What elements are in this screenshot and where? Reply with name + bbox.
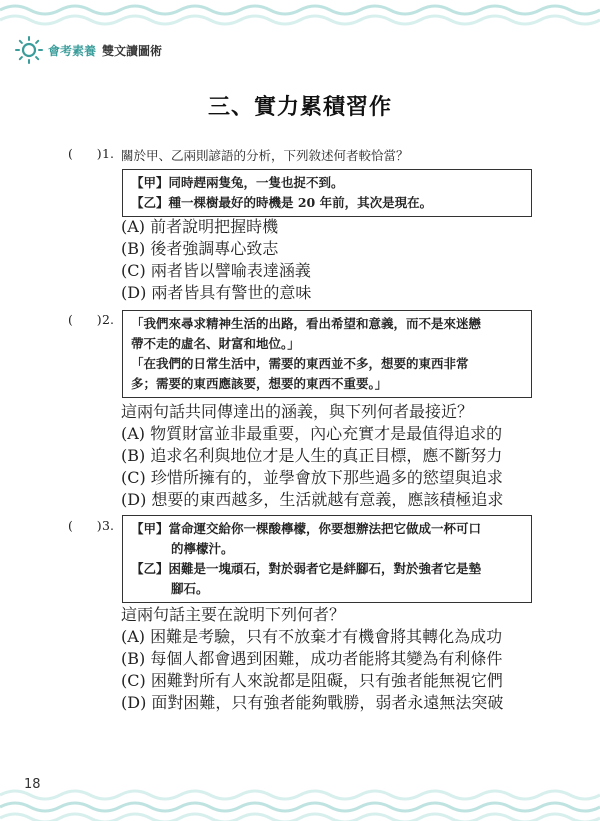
quote-line: 【乙】種一棵樹最好的時機是 20 年前，其次是現在。 [131, 195, 433, 210]
option-c: (C) 珍惜所擁有的，並學會放下那些過多的慾望與追求 [121, 468, 503, 487]
page-number: 18 [24, 777, 41, 792]
answer-blank: ( ) [68, 146, 102, 161]
question-number: 2. [102, 312, 114, 327]
options-list [121, 216, 311, 304]
question-number: 3. [102, 518, 114, 533]
quote-line: 腳石。 [171, 581, 209, 596]
quote-line: 「在我們的日常生活中，需要的東西並不多，想要的東西非常 [131, 356, 469, 371]
option-d: (D) 面對困難，只有強者能夠戰勝，弱者永遠無法突破 [121, 693, 504, 712]
option-a: (A) 困難是考驗，只有不放棄才有機會將其轉化為成功 [121, 627, 503, 646]
option-d: (D) 想要的東西越多，生活就越有意義，應該積極追求 [121, 490, 504, 509]
option-c: (C) 兩者皆以譬喻表達涵義 [121, 261, 311, 280]
top-wave-decoration [0, 0, 600, 30]
sun-logo-icon [14, 35, 44, 65]
options-list [121, 401, 503, 511]
answer-blank: ( ) [68, 518, 102, 533]
series-header [14, 35, 162, 65]
option-b: (B) 後者強調專心致志 [121, 239, 279, 258]
option-b: (B) 每個人都會遇到困難，成功者能將其變為有利條件 [121, 649, 503, 668]
question-stem: 這兩句話共同傳達出的涵義，與下列何者最接近？ [121, 402, 474, 421]
bottom-wave-decoration [0, 781, 600, 821]
quote-box [122, 515, 532, 603]
quote-line: 【乙】困難是一塊頑石，對於弱者它是絆腳石，對於強者它是墊 [131, 561, 482, 576]
quote-line: 【甲】同時趕兩隻兔，一隻也捉不到。 [131, 175, 344, 190]
question-stem: 關於甲、乙兩則諺語的分析，下列敘述何者較恰當？ [121, 148, 409, 163]
option-a: (A) 前者說明把握時機 [121, 217, 279, 236]
answer-blank: ( ) [68, 312, 102, 327]
quote-box [122, 169, 532, 217]
question-number: 1. [102, 146, 114, 161]
option-c: (C) 困難對所有人來說都是阻礙，只有強者能無視它們 [121, 671, 503, 690]
option-a: (A) 物質財富並非最重要，內心充實才是最值得追求的 [121, 424, 503, 443]
quote-box [122, 310, 532, 398]
series-name: 雙文讀圖術 [102, 43, 163, 58]
quote-line: 帶不走的虛名、財富和地位。」 [131, 336, 300, 351]
option-b: (B) 追求名利與地位才是人生的真正目標，應不斷努力 [121, 446, 503, 465]
quote-line: 的檸檬汁。 [171, 541, 234, 556]
quote-line: 多；需要的東西應該要，想要的東西不重要。」 [131, 376, 388, 391]
quote-line: 「我們來尋求精神生活的出路，看出希望和意義，而不是來迷戀 [131, 316, 482, 331]
question-stem: 這兩句話主要在說明下列何者？ [121, 605, 346, 624]
quote-line: 【甲】當命運交給你一棵酸檸檬，你要想辦法把它做成一杯可口 [131, 521, 482, 536]
series-brand: 會考素養 [48, 43, 97, 58]
option-d: (D) 兩者皆具有警世的意味 [121, 283, 312, 302]
options-list [121, 604, 503, 714]
page-title: 三、實力累積習作 [207, 95, 392, 120]
